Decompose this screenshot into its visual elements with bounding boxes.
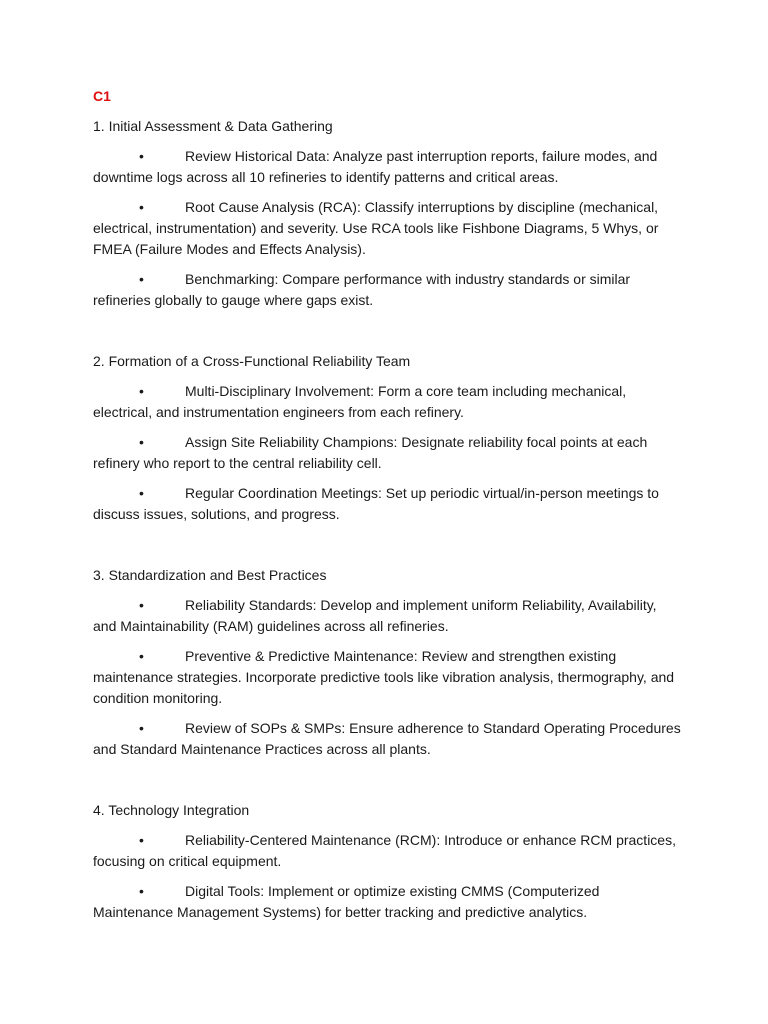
list-item-text: Review of SOPs & SMPs: Ensure adherence to Standard Operating Procedures and Standard Maintenance Practices across all plants. bbox=[93, 720, 681, 757]
document-page bbox=[93, 86, 683, 932]
list-item-text: Preventive & Predictive Maintenance: Review and strengthen existing maintenance strategies. Incorporate predictive tools like vibration analysis, thermography, and condition monitoring. bbox=[93, 648, 675, 706]
section-spacer bbox=[93, 320, 683, 351]
list-item bbox=[93, 830, 683, 872]
list-item-text: Root Cause Analysis (RCA): Classify interruptions by discipline (mechanical, electrical, instrumentation) and severity. Use RCA tools like Fishbone Diagrams, 5 Whys, or FMEA (Failure Modes and Effects Analysis). bbox=[93, 199, 659, 257]
bullet-icon: • bbox=[139, 383, 144, 399]
list-item bbox=[93, 595, 683, 637]
list-item-text: Assign Site Reliability Champions: Designate reliability focal points at each refinery who report to the central reliability cell. bbox=[93, 434, 648, 471]
list-item bbox=[93, 197, 683, 260]
list-item bbox=[93, 483, 683, 525]
list-item-text: Digital Tools: Implement or optimize existing CMMS (Computerized Maintenance Management Systems) for better tracking and predictive analytics. bbox=[93, 883, 600, 920]
section-title: 3. Standardization and Best Practices bbox=[93, 567, 327, 583]
list-item bbox=[93, 718, 683, 760]
list-item-text: Review Historical Data: Analyze past interruption reports, failure modes, and downtime logs across all 10 refineries to identify patterns and critical areas. bbox=[93, 148, 658, 185]
bullet-icon: • bbox=[139, 485, 144, 501]
section-spacer bbox=[93, 769, 683, 800]
document-heading: C1 bbox=[93, 88, 111, 104]
bullet-icon: • bbox=[139, 434, 144, 450]
list-item-text: Reliability-Centered Maintenance (RCM): Introduce or enhance RCM practices, focusing on critical equipment. bbox=[93, 832, 676, 869]
section-spacer bbox=[93, 534, 683, 565]
list-item bbox=[93, 146, 683, 188]
list-item-text: Reliability Standards: Develop and implement uniform Reliability, Availability, and Maintainability (RAM) guidelines across all refineries. bbox=[93, 597, 657, 634]
list-item bbox=[93, 646, 683, 709]
list-item bbox=[93, 381, 683, 423]
bullet-icon: • bbox=[139, 648, 144, 664]
bullet-icon: • bbox=[139, 597, 144, 613]
bullet-icon: • bbox=[139, 271, 144, 287]
list-item-text: Regular Coordination Meetings: Set up periodic virtual/in-person meetings to discuss issues, solutions, and progress. bbox=[93, 485, 659, 522]
bullet-icon: • bbox=[139, 832, 144, 848]
bullet-icon: • bbox=[139, 720, 144, 736]
section-2 bbox=[93, 351, 683, 525]
list-item-text: Multi-Disciplinary Involvement: Form a core team including mechanical, electrical, and instrumentation engineers from each refinery. bbox=[93, 383, 627, 420]
section-title: 2. Formation of a Cross-Functional Reliability Team bbox=[93, 353, 411, 369]
bullet-icon: • bbox=[139, 199, 144, 215]
section-1 bbox=[93, 116, 683, 311]
section-3 bbox=[93, 565, 683, 760]
bullet-icon: • bbox=[139, 883, 144, 899]
list-item bbox=[93, 432, 683, 474]
section-title: 4. Technology Integration bbox=[93, 802, 250, 818]
section-4 bbox=[93, 800, 683, 923]
list-item bbox=[93, 881, 683, 923]
section-title: 1. Initial Assessment & Data Gathering bbox=[93, 118, 333, 134]
list-item-text: Benchmarking: Compare performance with industry standards or similar refineries globally to gauge where gaps exist. bbox=[93, 271, 631, 308]
bullet-icon: • bbox=[139, 148, 144, 164]
list-item bbox=[93, 269, 683, 311]
